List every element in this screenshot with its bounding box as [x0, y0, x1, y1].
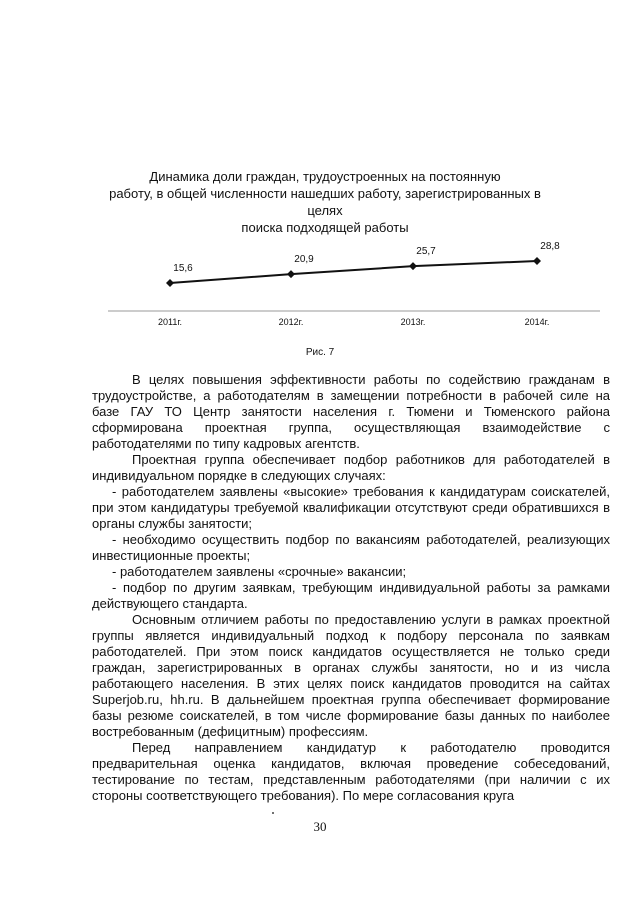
paragraph: Проектная группа обеспечивает подбор работников для работодателей в индивидуальном порядке в следующих случаях: — [92, 452, 610, 483]
series-line — [170, 261, 537, 283]
paragraph: Перед направлением кандидатур к работодателю проводится предварительная оценка кандидатов, включая проведение собеседований, тестирование по тестам, представленным работодателями (при наличии с их стороны соответствующего требования). По мере согласования круга — [92, 740, 610, 803]
x-tick-label: 2014г. — [524, 317, 550, 327]
data-label: 28,8 — [540, 241, 560, 252]
paragraph: Основным отличием работы по предоставлению услуги в рамках проектной группы является индивидуальный подход к подбору персонала по заявкам работодателей. При этом поиск кандидатов осуществляется не только среди граждан, зарегистрированных в органах службы занятости, но и из числа работающего населения. В этих целях поиск кандидатов проводится на сайтах Superjob.ru, hh.ru. В дальнейшем проектная группа обеспечивает формирование базы резюме соискателей, в том числе формирование базы данных по наиболее востребованным (дефицитным) профессиям. — [92, 612, 610, 739]
data-point — [166, 279, 174, 287]
data-point — [409, 262, 417, 270]
x-tick-label: 2013г. — [400, 317, 426, 327]
x-tick-label: 2012г. — [278, 317, 304, 327]
paragraph: - работодателем заявлены «высокие» требования к кандидатурам соискателей, при этом кандидатуры требуемой квалификации отсутствуют среди обратившихся в органы службы занятости; — [92, 484, 610, 531]
chart-title-line-2: работу, в общей численности нашедших работу, зарегистрированных в целях — [109, 186, 541, 218]
data-point — [287, 270, 295, 278]
x-tick-label: 2011г. — [157, 317, 183, 327]
figure-caption: Рис. 7 — [305, 347, 335, 358]
data-point — [533, 257, 541, 265]
data-label: 20,9 — [294, 254, 314, 266]
data-label: 15,6 — [173, 263, 193, 274]
paragraph: - работодателем заявлены «срочные» вакансии; — [112, 564, 407, 579]
chart-title-line-3: поиска подходящей работы — [241, 220, 409, 235]
paragraph: - необходимо осуществить подбор по вакансиям работодателей, реализующих инвестиционные проекты; — [92, 532, 610, 563]
scan-speck — [272, 812, 274, 814]
data-label: 25,7 — [416, 246, 436, 258]
body-text — [92, 372, 610, 804]
line-chart — [0, 0, 640, 340]
paragraph: В целях повышения эффективности работы по содействию гражданам в трудоустройстве, а работодателям в замещении потребности в рабочей силе на базе ГАУ ТО Центр занятости населения г. Тюмени и Тюменского района сформирована проектная группа, осуществляющая взаимодействие с работодателями по типу кадровых агентств. — [92, 372, 610, 451]
chart-title-line-1: Динамика доли граждан, трудоустроенных на постоянную — [149, 169, 501, 184]
paragraph: - подбор по другим заявкам, требующим индивидуальной работы за рамками действующего стандарта. — [92, 580, 610, 611]
page-number: 30 — [313, 819, 327, 834]
